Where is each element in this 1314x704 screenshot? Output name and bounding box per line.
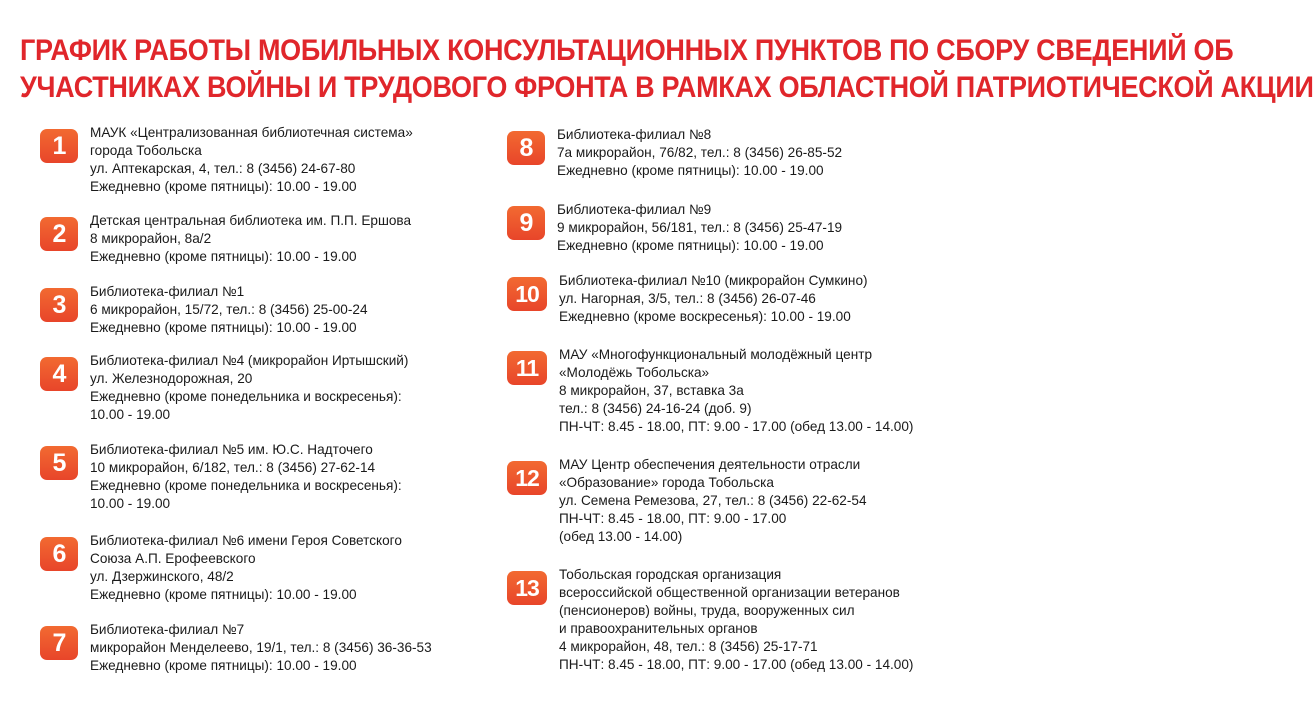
number-badge: 3: [40, 288, 78, 322]
point-details: [557, 126, 842, 180]
consultation-point-12: [507, 456, 867, 546]
detail-line: 9 микрорайон, 56/181, тел.: 8 (3456) 25-47-19: [557, 220, 843, 235]
consultation-point-3: [40, 283, 368, 337]
point-details: [559, 566, 913, 674]
number-badge: 11: [507, 351, 547, 385]
consultation-point-7: [40, 621, 432, 675]
point-details: [90, 283, 368, 337]
detail-line: Ежедневно (кроме пятницы): 10.00 - 19.00: [557, 163, 824, 178]
consultation-point-10: [507, 272, 868, 326]
detail-line: города Тобольска: [90, 143, 202, 158]
detail-line: 7а микрорайон, 76/82, тел.: 8 (3456) 26-85-52: [557, 145, 843, 160]
detail-line: ПН-ЧТ: 8.45 - 18.00, ПТ: 9.00 - 17.00: [559, 511, 787, 526]
consultation-point-2: [40, 212, 411, 266]
point-details: [559, 456, 867, 546]
point-details: [557, 201, 842, 255]
detail-line: ПН-ЧТ: 8.45 - 18.00, ПТ: 9.00 - 17.00 (обед 13.00 - 14.00): [559, 419, 914, 434]
detail-line: 10.00 - 19.00: [90, 407, 171, 422]
number-badge: 8: [507, 131, 545, 165]
detail-line: Ежедневно (кроме понедельника и воскресенья):: [90, 389, 402, 404]
title-line-2: УЧАСТНИКАХ ВОЙНЫ И ТРУДОВОГО ФРОНТА В РАМКАХ ОБЛАСТНОЙ ПАТРИОТИЧЕСКОЙ АКЦИИ: [20, 70, 1314, 104]
detail-line: Ежедневно (кроме пятницы): 10.00 - 19.00: [557, 238, 824, 253]
number-badge: 2: [40, 217, 78, 251]
title-line-1: ГРАФИК РАБОТЫ МОБИЛЬНЫХ КОНСУЛЬТАЦИОННЫХ ПУНКТОВ ПО СБОРУ СВЕДЕНИЙ ОБ: [20, 34, 1234, 67]
detail-line: МАУК «Централизованная библиотечная система»: [90, 125, 413, 140]
detail-line: Ежедневно (кроме пятницы): 10.00 - 19.00: [90, 658, 357, 673]
detail-line: Библиотека-филиал №1: [90, 284, 245, 299]
detail-line: ул. Нагорная, 3/5, тел.: 8 (3456) 26-07-46: [559, 291, 816, 306]
detail-line: Библиотека-филиал №7: [90, 622, 245, 637]
detail-line: Библиотека-филиал №5 им. Ю.С. Надточего: [90, 442, 373, 457]
detail-line: микрорайон Менделеево, 19/1, тел.: 8 (3456) 36-36-53: [90, 640, 432, 655]
detail-line: Ежедневно (кроме понедельника и воскресенья):: [90, 478, 402, 493]
detail-line: ул. Дзержинского, 48/2: [90, 569, 234, 584]
detail-line: 8 микрорайон, 8а/2: [90, 231, 212, 246]
detail-line: Библиотека-филиал №9: [557, 202, 712, 217]
point-details: [559, 272, 868, 326]
detail-line: Ежедневно (кроме воскресенья): 10.00 - 19.00: [559, 309, 851, 324]
point-details: [90, 212, 411, 266]
detail-line: 10.00 - 19.00: [90, 496, 171, 511]
detail-line: Библиотека-филиал №10 (микрорайон Сумкино): [559, 273, 868, 288]
number-badge: 1: [40, 129, 78, 163]
detail-line: МАУ «Многофункциональный молодёжный центр: [559, 347, 873, 362]
point-details: [559, 346, 913, 436]
detail-line: «Молодёжь Тобольска»: [559, 365, 710, 380]
consultation-point-1: [40, 124, 413, 196]
detail-line: Ежедневно (кроме пятницы): 10.00 - 19.00: [90, 179, 357, 194]
detail-line: (обед 13.00 - 14.00): [559, 529, 683, 544]
detail-line: ул. Аптекарская, 4, тел.: 8 (3456) 24-67-80: [90, 161, 356, 176]
number-badge: 7: [40, 626, 78, 660]
detail-line: тел.: 8 (3456) 24-16-24 (доб. 9): [559, 401, 752, 416]
detail-line: 10 микрорайон, 6/182, тел.: 8 (3456) 27-62-14: [90, 460, 376, 475]
detail-line: 4 микрорайон, 48, тел.: 8 (3456) 25-17-71: [559, 639, 818, 654]
detail-line: Тобольская городская организация: [559, 567, 782, 582]
point-details: [90, 441, 402, 513]
detail-line: всероссийской общественной организации ветеранов: [559, 585, 900, 600]
consultation-point-8: [507, 126, 842, 180]
point-details: [90, 621, 432, 675]
detail-line: МАУ Центр обеспечения деятельности отрасли: [559, 457, 861, 472]
detail-line: ул. Семена Ремезова, 27, тел.: 8 (3456) 22-62-54: [559, 493, 867, 508]
detail-line: «Образование» города Тобольска: [559, 475, 774, 490]
number-badge: 6: [40, 537, 78, 571]
page-title: [20, 32, 1314, 105]
detail-line: (пенсионеров) войны, труда, вооруженных сил: [559, 603, 855, 618]
detail-line: и правоохранительных органов: [559, 621, 758, 636]
detail-line: Библиотека-филиал №6 имени Героя Советского: [90, 533, 402, 548]
point-details: [90, 352, 408, 424]
detail-line: 6 микрорайон, 15/72, тел.: 8 (3456) 25-00-24: [90, 302, 368, 317]
detail-line: Ежедневно (кроме пятницы): 10.00 - 19.00: [90, 249, 357, 264]
number-badge: 12: [507, 461, 547, 495]
detail-line: ПН-ЧТ: 8.45 - 18.00, ПТ: 9.00 - 17.00 (обед 13.00 - 14.00): [559, 657, 914, 672]
number-badge: 13: [507, 571, 547, 605]
consultation-point-13: [507, 566, 913, 674]
consultation-point-9: [507, 201, 842, 255]
detail-line: Библиотека-филиал №8: [557, 127, 712, 142]
point-details: [90, 532, 402, 604]
consultation-point-11: [507, 346, 913, 436]
detail-line: Ежедневно (кроме пятницы): 10.00 - 19.00: [90, 320, 357, 335]
detail-line: Союза А.П. Ерофеевского: [90, 551, 256, 566]
number-badge: 5: [40, 446, 78, 480]
number-badge: 10: [507, 277, 547, 311]
point-details: [90, 124, 413, 196]
detail-line: Библиотека-филиал №4 (микрорайон Иртышский): [90, 353, 409, 368]
detail-line: Детская центральная библиотека им. П.П. Ершова: [90, 213, 412, 228]
detail-line: Ежедневно (кроме пятницы): 10.00 - 19.00: [90, 587, 357, 602]
detail-line: ул. Железнодорожная, 20: [90, 371, 253, 386]
number-badge: 9: [507, 206, 545, 240]
consultation-point-5: [40, 441, 402, 513]
detail-line: 8 микрорайон, 37, вставка 3а: [559, 383, 744, 398]
consultation-point-4: [40, 352, 408, 424]
number-badge: 4: [40, 357, 78, 391]
consultation-point-6: [40, 532, 402, 604]
